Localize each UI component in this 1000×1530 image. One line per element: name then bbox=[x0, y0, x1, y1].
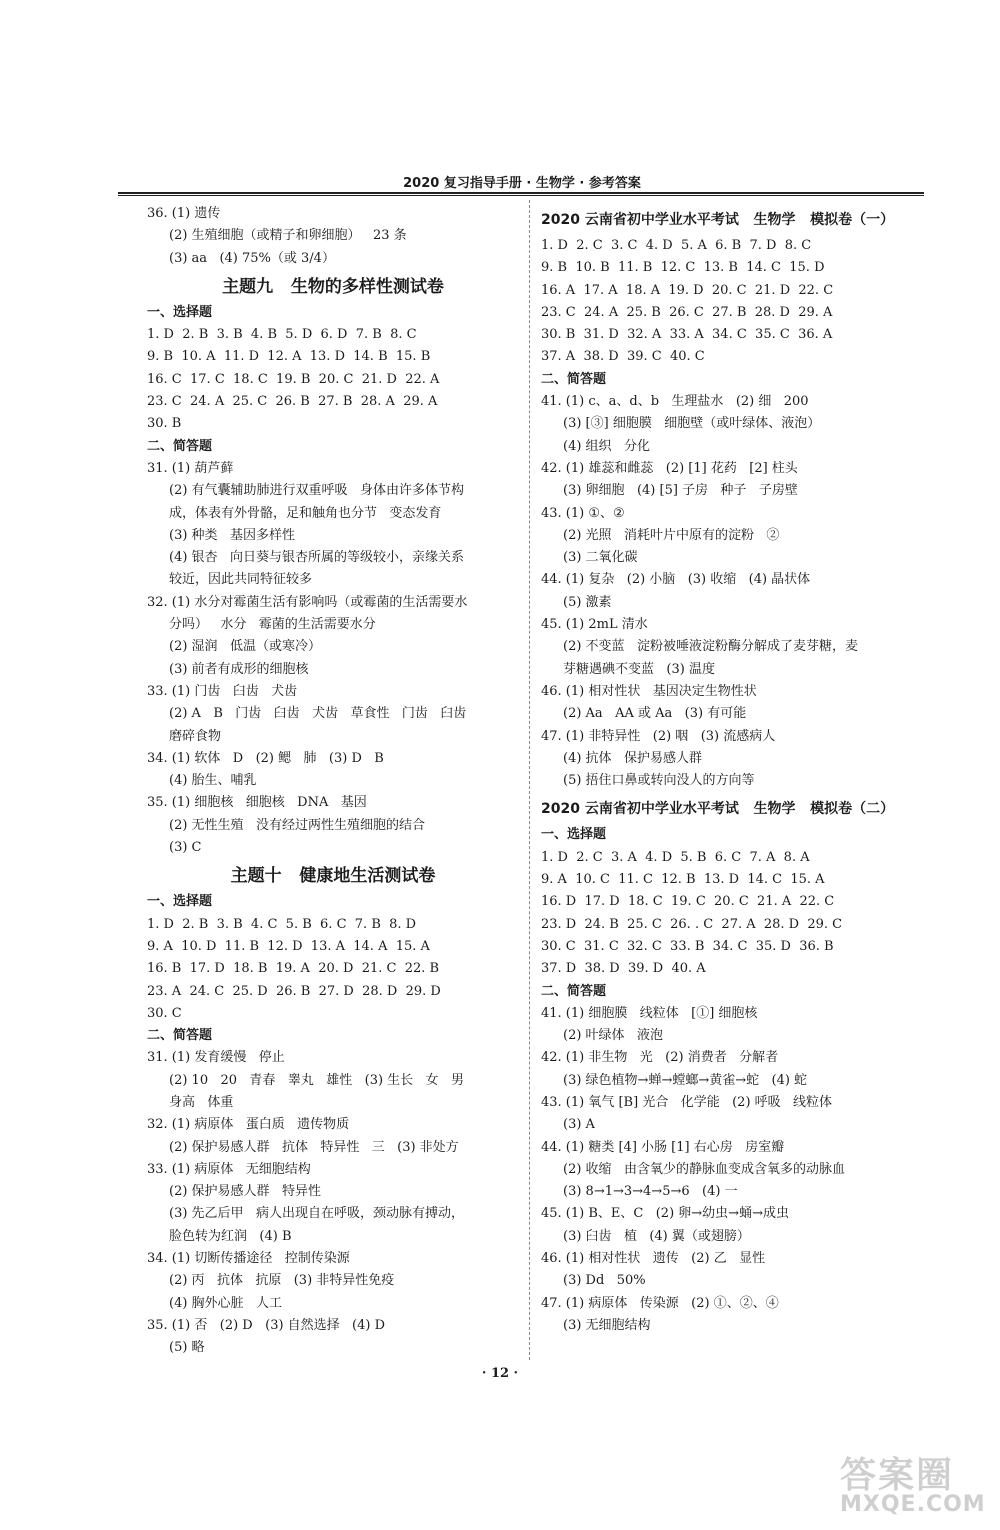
section-title: 2020 云南省初中学业水平考试 生物学 模拟卷（二） bbox=[541, 801, 895, 818]
subsection-heading: 一、选择题 bbox=[147, 304, 213, 320]
answer-line: 33. (1) 门齿 臼齿 犬齿 bbox=[147, 683, 298, 699]
answer-line: 分吗） 水分 霉菌的生活需要水分 bbox=[169, 617, 376, 633]
answer-line: 成，体表有外骨骼，足和触角也分节 变态发育 bbox=[169, 505, 442, 521]
answer-line: (3) A bbox=[563, 1117, 595, 1133]
section-title: 主题九 生物的多样性测试卷 bbox=[222, 276, 444, 297]
section-title: 主题十 健康地生活测试卷 bbox=[230, 866, 436, 887]
answer-line: 44. (1) 复杂 (2) 小脑 (3) 收缩 (4) 晶状体 bbox=[541, 572, 811, 588]
answer-line: 16. B 17. D 18. B 19. A 20. D 21. C 22. B bbox=[147, 961, 440, 977]
subsection-heading: 一、选择题 bbox=[147, 894, 213, 910]
answer-line: 23. A 24. C 25. D 26. B 27. D 28. D 29. D bbox=[147, 983, 441, 999]
answer-line: 35. (1) 否 (2) D (3) 自然选择 (4) D bbox=[147, 1317, 386, 1333]
answer-line: 45. (1) 2mL 清水 bbox=[541, 617, 648, 633]
answer-line: 芽糖遇碘不变蓝 (3) 温度 bbox=[563, 661, 715, 677]
answer-line: 1. D 2. C 3. A 4. D 5. B 6. C 7. A 8. A bbox=[541, 849, 810, 865]
answer-line: (3) 绿色植物→蝉→螳螂→黄雀→蛇 (4) 蛇 bbox=[563, 1072, 808, 1088]
answer-line: 16. C 17. C 18. C 19. B 20. C 21. D 22. A bbox=[147, 371, 440, 387]
answer-line: 身高 体重 bbox=[169, 1094, 234, 1110]
answer-line: (4) 银杏 向日葵与银杏所属的等级较小，亲缘关系 bbox=[169, 550, 464, 566]
answer-line: (2) 光照 消耗叶片中原有的淀粉 ② bbox=[563, 527, 780, 543]
answer-line: (3) 二氧化碳 bbox=[563, 550, 638, 566]
answer-line: 9. A 10. C 11. C 12. B 13. D 14. C 15. A bbox=[541, 872, 825, 888]
answer-line: 23. D 24. B 25. C 26. . C 27. A 28. D 29. C bbox=[541, 916, 843, 932]
section-title: 2020 云南省初中学业水平考试 生物学 模拟卷（一） bbox=[541, 212, 895, 228]
answer-line: 47. (1) 病原体 传染源 (2) ①、②、④ bbox=[541, 1295, 779, 1311]
answer-line: 9. A 10. D 11. B 12. D 13. A 14. A 15. A bbox=[147, 938, 430, 954]
answer-line: 45. (1) B、E、C (2) 卵→幼虫→蛹→成虫 bbox=[541, 1206, 789, 1222]
answer-line: 脸色转为红润 (4) B bbox=[169, 1228, 292, 1244]
answer-line: (2) 湿润 低温（或寒冷） bbox=[169, 639, 321, 655]
answer-line: (2) 无性生殖 没有经过两性生殖细胞的结合 bbox=[169, 817, 425, 833]
answer-line: (2) 丙 抗体 抗原 (3) 非特异性免疫 bbox=[169, 1273, 395, 1289]
answer-line: (4) 抗体 保护易感人群 bbox=[563, 750, 702, 766]
page-header: 2020 复习指导手册 · 生物学 · 参考答案 bbox=[403, 176, 641, 191]
answer-line: 34. (1) 切断传播途径 控制传染源 bbox=[147, 1251, 350, 1267]
answer-line: 44. (1) 糖类 [4] 小肠 [1] 右心房 房室瓣 bbox=[541, 1139, 785, 1155]
answer-line: (2) 10 20 青春 睾丸 雄性 (3) 生长 女 男 bbox=[169, 1072, 464, 1088]
answer-line: (4) 组织 分化 bbox=[563, 438, 650, 454]
column-divider bbox=[529, 200, 530, 1360]
answer-line: (2) A B 门齿 臼齿 犬齿 草食性 门齿 臼齿 bbox=[169, 706, 467, 722]
answer-line: (5) 捂住口鼻或转向没人的方向等 bbox=[563, 773, 755, 789]
answer-line: 41. (1) c、a、d、b 生理盐水 (2) 细 200 bbox=[541, 394, 809, 410]
answer-line: 16. A 17. A 18. A 19. D 20. C 21. D 22. C bbox=[541, 282, 834, 298]
answer-line: 磨碎食物 bbox=[169, 728, 222, 744]
answer-line: 32. (1) 水分对霉菌生活有影响吗（或霉菌的生活需要水 bbox=[147, 594, 468, 610]
answer-line: (5) 激素 bbox=[563, 594, 612, 610]
watermark-logo bbox=[840, 1447, 990, 1517]
answer-line: (4) 胎生、哺乳 bbox=[169, 773, 257, 789]
answer-line: (3) [③] 细胞膜 细胞壁（或叶绿体、液泡） bbox=[563, 416, 821, 432]
answer-line: 30. B bbox=[147, 416, 182, 432]
answer-line: 23. C 24. A 25. B 26. C 27. B 28. D 29. A bbox=[541, 304, 833, 320]
header-rule-thin bbox=[118, 195, 924, 196]
answer-line: 34. (1) 软体 D (2) 鳃 肺 (3) D B bbox=[147, 750, 384, 766]
answer-line: (3) 前者有成形的细胞核 bbox=[169, 661, 309, 677]
answer-line: 43. (1) 氧气 [B] 光合 化学能 (2) 呼吸 线粒体 bbox=[541, 1094, 833, 1110]
answer-line: (3) 先乙后甲 病人出现自在呼吸，颈动脉有搏动， bbox=[169, 1206, 464, 1222]
answer-line: 36. (1) 遗传 bbox=[147, 206, 221, 221]
left-column bbox=[147, 203, 519, 1360]
answer-line: (5) 略 bbox=[169, 1340, 205, 1356]
answer-line: 31. (1) 葫芦藓 bbox=[147, 460, 234, 476]
answer-line: 46. (1) 相对性状 基因决定生物性状 bbox=[541, 683, 757, 699]
answer-line: (2) 生殖细胞（或精子和卵细胞） 23 条 bbox=[169, 228, 407, 244]
watermark-top: 答案圈 bbox=[840, 1455, 955, 1496]
watermark-bottom: MXQE.COM bbox=[840, 1492, 986, 1517]
answer-line: (2) Aa AA 或 Aa (3) 有可能 bbox=[563, 706, 747, 722]
answer-line: 23. C 24. A 25. C 26. B 27. B 28. A 29. A bbox=[147, 394, 438, 410]
subsection-heading: 二、简答题 bbox=[147, 438, 213, 454]
right-column bbox=[541, 203, 916, 1337]
answer-line: 9. B 10. B 11. B 12. C 13. B 14. C 15. D bbox=[541, 260, 825, 276]
answer-line: 30. C 31. C 32. C 33. B 34. C 35. D 36. B bbox=[541, 938, 834, 954]
answer-line: 47. (1) 非特异性 (2) 咽 (3) 流感病人 bbox=[541, 728, 776, 744]
answer-line: (3) Dd 50% bbox=[563, 1273, 646, 1289]
answer-line: 9. B 10. A 11. D 12. A 13. D 14. B 15. B bbox=[147, 349, 431, 365]
answer-line: 42. (1) 雄蕊和雌蕊 (2) [1] 花药 [2] 柱头 bbox=[541, 460, 798, 476]
subsection-heading: 一、选择题 bbox=[541, 827, 607, 843]
subsection-heading: 二、简答题 bbox=[541, 371, 607, 387]
answer-line: (3) 卵细胞 (4) [5] 子房 种子 子房壁 bbox=[563, 483, 798, 499]
answer-line: (2) 有气囊辅助肺进行双重呼吸 身体由许多体节构 bbox=[169, 483, 464, 499]
answer-line: (3) C bbox=[169, 840, 202, 856]
subsection-heading: 二、简答题 bbox=[541, 983, 607, 999]
answer-line: 30. C bbox=[147, 1005, 182, 1021]
answer-line: (2) 保护易感人群 抗体 特异性 三 (3) 非处方 bbox=[169, 1139, 459, 1155]
answer-line: 32. (1) 病原体 蛋白质 遗传物质 bbox=[147, 1117, 350, 1133]
answer-line: 43. (1) ①、② bbox=[541, 505, 625, 521]
answer-line: (4) 胸外心脏 人工 bbox=[169, 1295, 282, 1311]
answer-line: 33. (1) 病原体 无细胞结构 bbox=[147, 1161, 311, 1177]
answer-line: (3) 种类 基因多样性 bbox=[169, 527, 295, 543]
answer-line: 1. D 2. B 3. B 4. C 5. B 6. C 7. B 8. D bbox=[147, 916, 417, 932]
answer-line: (2) 收缩 由含氧少的静脉血变成含氧多的动脉血 bbox=[563, 1161, 845, 1177]
answer-line: (2) 叶绿体 液泡 bbox=[563, 1028, 663, 1044]
answer-line: 41. (1) 细胞膜 线粒体 [①] 细胞核 bbox=[541, 1005, 758, 1021]
answer-line: 较近，因此共同特征较多 bbox=[169, 572, 313, 588]
answer-line: 35. (1) 细胞核 细胞核 DNA 基因 bbox=[147, 795, 367, 811]
answer-line: 30. B 31. D 32. A 33. A 34. C 35. C 36. A bbox=[541, 327, 833, 343]
answer-line: 42. (1) 非生物 光 (2) 消费者 分解者 bbox=[541, 1050, 779, 1066]
answer-line: 1. D 2. C 3. C 4. D 5. A 6. B 7. D 8. C bbox=[541, 238, 812, 253]
answer-line: (3) aa (4) 75%（或 3/4） bbox=[169, 250, 335, 266]
answer-line: (2) 保护易感人群 特异性 bbox=[169, 1184, 321, 1200]
answer-line: (3) 无细胞结构 bbox=[563, 1317, 651, 1333]
subsection-heading: 二、简答题 bbox=[147, 1028, 213, 1044]
answer-line: 31. (1) 发育缓慢 停止 bbox=[147, 1050, 285, 1066]
answer-line: (3) 臼齿 植 (4) 翼（或翅膀） bbox=[563, 1228, 750, 1244]
answer-line: (2) 不变蓝 淀粉被唾液淀粉酶分解成了麦芽糖，麦 bbox=[563, 639, 858, 655]
answer-line: 37. A 38. D 39. C 40. C bbox=[541, 349, 705, 365]
answer-line: 16. D 17. D 18. C 19. C 20. C 21. A 22. C bbox=[541, 894, 835, 910]
answer-line: 1. D 2. B 3. B 4. B 5. D 6. D 7. B 8. C bbox=[147, 327, 417, 343]
header-rule bbox=[118, 192, 924, 194]
answer-line: 37. D 38. D 39. D 40. A bbox=[541, 961, 706, 977]
answer-line: 46. (1) 相对性状 遗传 (2) 乙 显性 bbox=[541, 1251, 766, 1267]
page-number: · 12 · bbox=[481, 1366, 519, 1381]
answer-line: (3) 8→1→3→4→5→6 (4) 一 bbox=[563, 1184, 738, 1200]
